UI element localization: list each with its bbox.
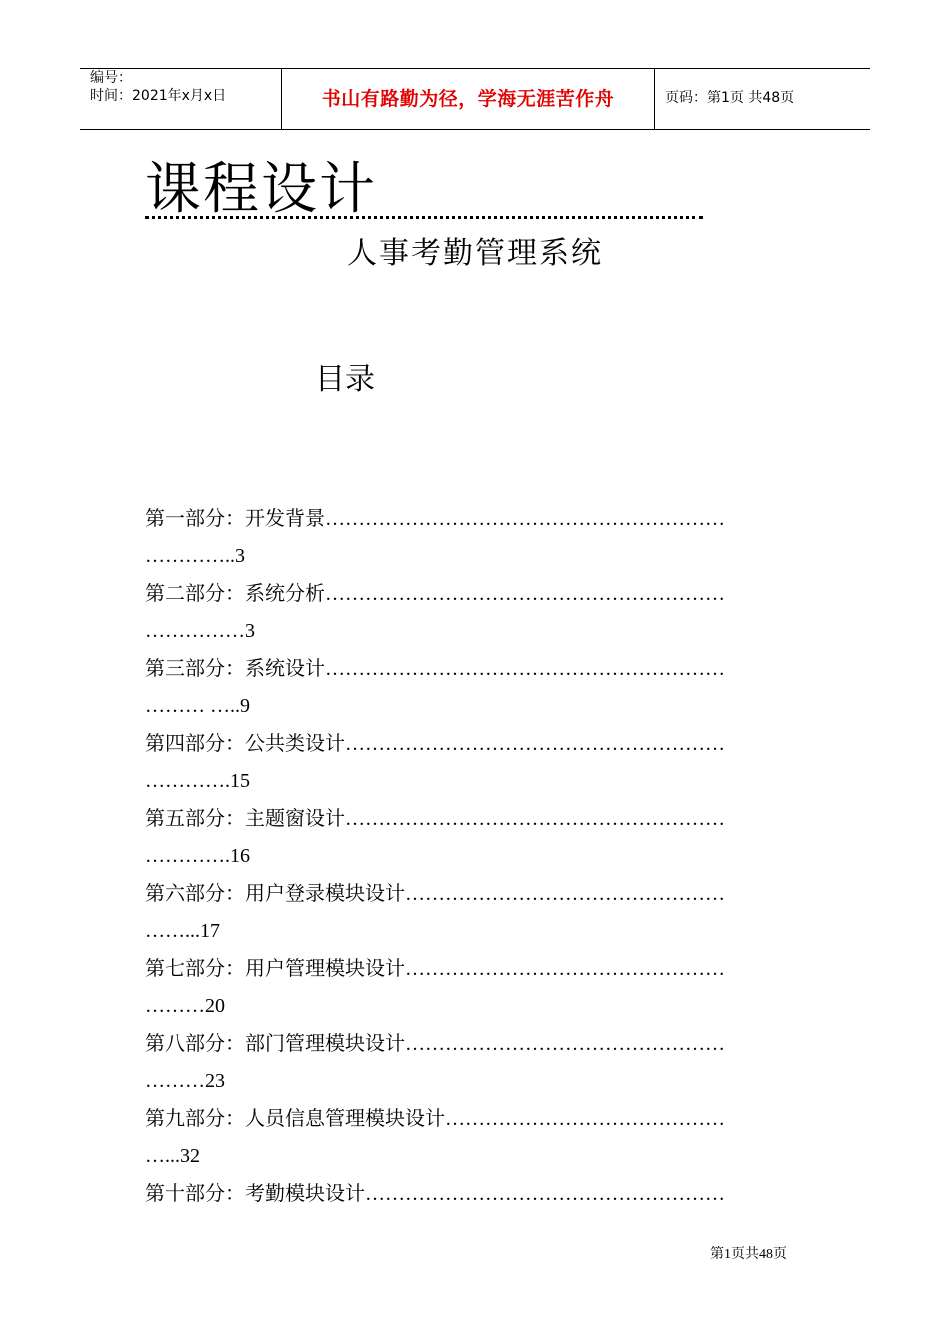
toc-entry[interactable]	[145, 950, 815, 1025]
toc-entry[interactable]	[145, 1100, 815, 1175]
header-motto: 书山有路勤为径，学海无涯苦作舟	[321, 88, 615, 110]
toc-entry-page: ……...17	[145, 920, 220, 942]
document-subtitle: 人事考勤管理系统	[347, 236, 603, 271]
header-page-info: 页码：第1页 共48页	[665, 90, 795, 106]
toc-entry-text: 第九部分：人员信息管理模块设计……………………………………	[145, 1108, 725, 1130]
table-of-contents	[145, 500, 815, 1250]
toc-entry-page: ………23	[145, 1070, 225, 1092]
title-dotted-rule	[145, 216, 703, 219]
toc-entry-page: ……………3	[145, 620, 255, 642]
toc-entry[interactable]	[145, 1175, 815, 1250]
page-header	[80, 68, 870, 130]
serial-label: 编号：	[90, 70, 132, 86]
header-motto-cell	[281, 69, 655, 129]
toc-entry-page: …………..3	[145, 545, 245, 567]
toc-entry-page: ………….16	[145, 845, 250, 867]
toc-heading: 目录	[315, 362, 375, 397]
toc-entry-text: 第三部分：系统设计……………………………………………………	[145, 658, 725, 680]
toc-entry[interactable]	[145, 1025, 815, 1100]
toc-entry-text: 第一部分：开发背景……………………………………………………	[145, 508, 725, 530]
toc-entry[interactable]	[145, 500, 815, 575]
header-page-cell	[655, 69, 870, 129]
toc-entry-page: ………20	[145, 995, 225, 1017]
toc-entry-text: 第五部分：主题窗设计…………………………………………………	[145, 808, 725, 830]
toc-entry-text: 第七部分：用户管理模块设计…………………………………………	[145, 958, 725, 980]
toc-entry-text: 第六部分：用户登录模块设计…………………………………………	[145, 883, 725, 905]
toc-entry-text: 第八部分：部门管理模块设计…………………………………………	[145, 1033, 725, 1055]
document-title: 课程设计	[145, 157, 377, 222]
toc-entry[interactable]	[145, 725, 815, 800]
toc-entry[interactable]	[145, 575, 815, 650]
date-label: 时间：2021年x月x日	[90, 88, 227, 104]
header-meta-cell	[80, 69, 280, 129]
toc-entry[interactable]	[145, 800, 815, 875]
toc-entry-page: ………….15	[145, 770, 250, 792]
toc-entry-page: ……… …..9	[145, 695, 250, 717]
page-footer: 第1页共48页	[710, 1247, 787, 1262]
toc-entry-text: 第二部分：系统分析……………………………………………………	[145, 583, 725, 605]
toc-entry[interactable]	[145, 875, 815, 950]
toc-entry[interactable]	[145, 650, 815, 725]
toc-entry-page	[145, 1213, 815, 1250]
toc-entry-text: 第四部分：公共类设计…………………………………………………	[145, 733, 725, 755]
toc-entry-page: …...32	[145, 1145, 200, 1167]
toc-entry-text: 第十部分：考勤模块设计………………………………………………	[145, 1183, 725, 1205]
